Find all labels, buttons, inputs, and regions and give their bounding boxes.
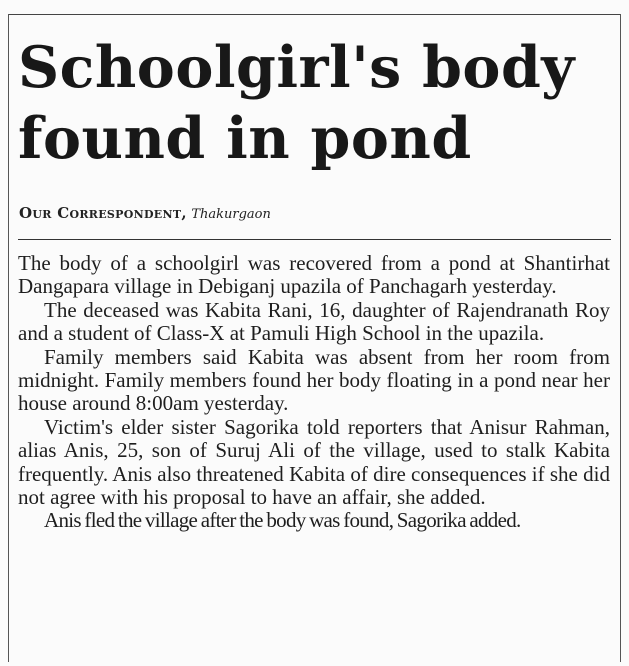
byline-location: Thakurgaon [191,207,271,222]
byline-divider [18,239,611,240]
right-border-rule [620,14,621,662]
article-paragraph: Family members said Kabita was absent from her room from midnight. Family members found her body floating in a pond near her house around 8:00am yesterday. [18,344,610,416]
article-paragraph: Victim's elder sister Sagorika told reporters that Anisur Rahman, alias Anis, 25, son of Suruj Ali of the village, used to stalk Kabita frequently. Anis also threatened Kabita of dire consequences if she did not agree with his proposal to have an affair, she added. [18,414,610,510]
article-paragraph: The deceased was Kabita Rani, 16, daughter of Rajendranath Roy and a student of Class-X at Pamuli High School in the upazila. [18,297,610,346]
left-border-rule [8,14,9,662]
article-body [18,252,610,533]
byline [19,204,271,224]
headline: Schoolgirl's body found in pond [18,34,575,172]
article-paragraph: The body of a schoolgirl was recovered from a pond at Shantirhat Dangapara village in Debiganj upazila of Panchagarh yesterday. [18,251,610,299]
article-paragraph: Anis fled the village after the body was found, Sagorika added. [44,508,521,533]
byline-author: Our Correspondent, [19,204,187,222]
top-border-rule [8,14,621,15]
